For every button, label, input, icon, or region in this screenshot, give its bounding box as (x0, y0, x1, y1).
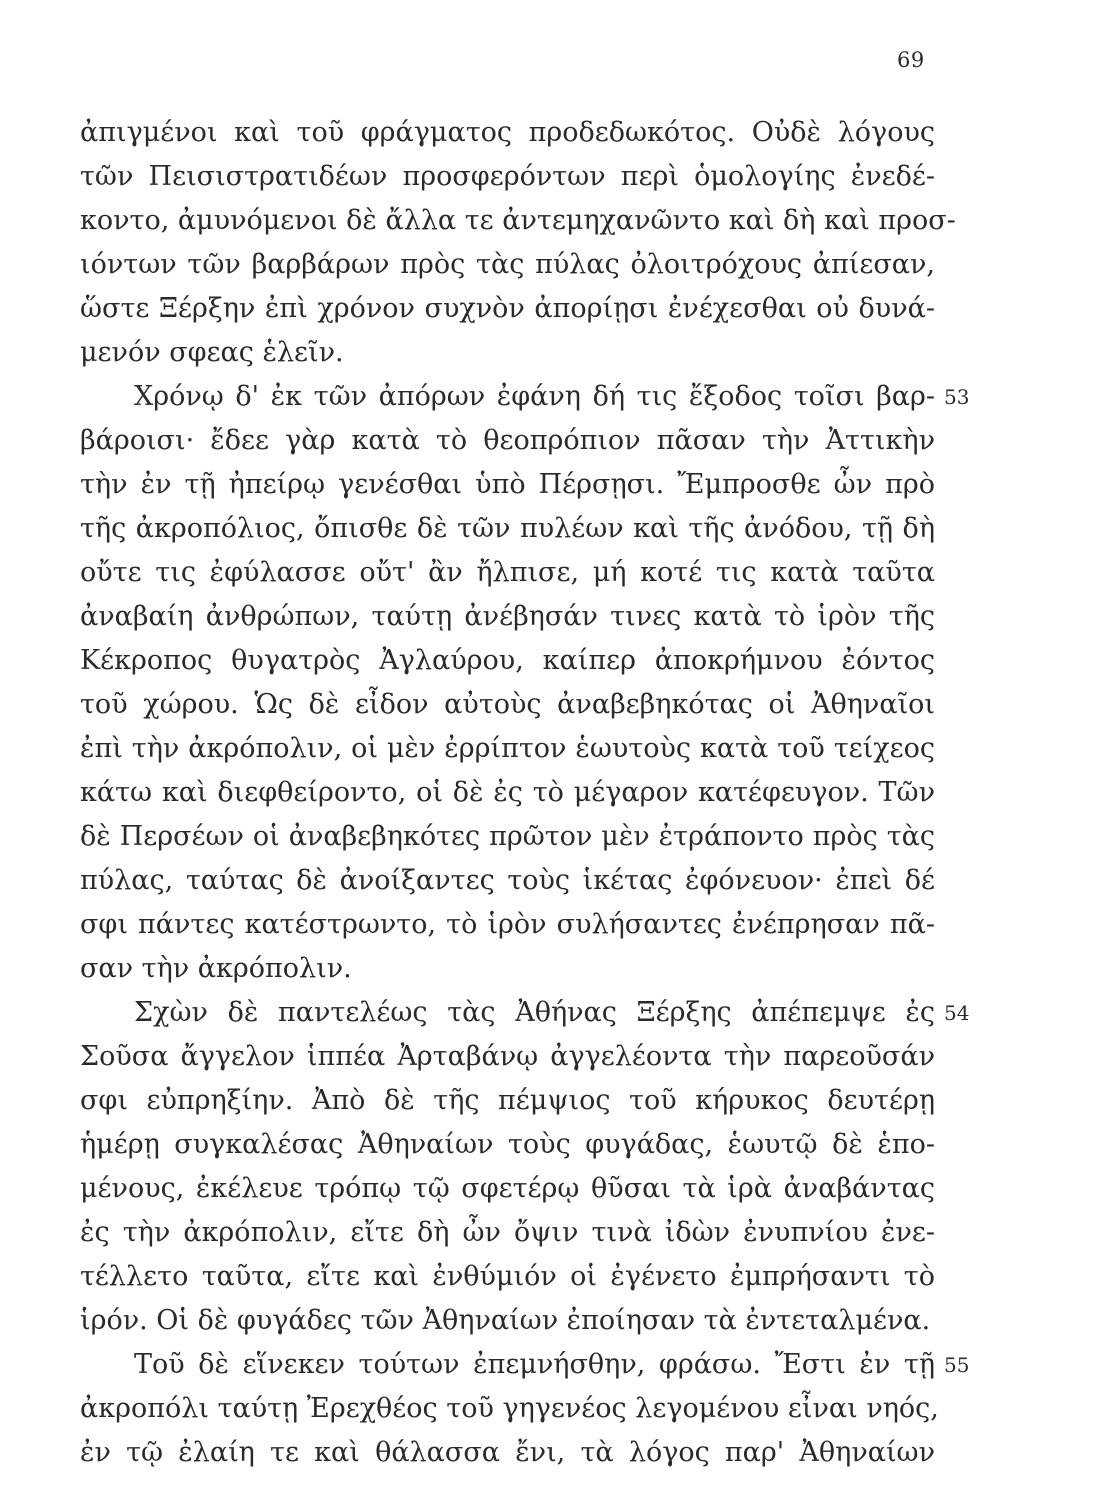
text-line: ὥστε Ξέρξην ἐπὶ χρόνον συχνὸν ἀπορίῃσι ἐνέχεσθαι οὐ δυνά- (80, 293, 935, 324)
section-number: 53 (944, 385, 970, 409)
text-line: πύλας, ταύτας δὲ ἀνοίξαντες τοὺς ἱκέτας ἐφόνευον· ἐπεὶ δέ (80, 865, 935, 896)
paragraph-start-line: Σχὼν δὲ παντελέως τὰς Ἀθήνας Ξέρξης ἀπέπεμψε ἐς (134, 997, 935, 1028)
text-line: κοντο, ἀμυνόμενοι δὲ ἄλλα τε ἀντεμηχανῶντο καὶ δὴ καὶ προσ- (80, 205, 956, 236)
text-line: μένους, ἐκέλευε τρόπῳ τῷ σφετέρῳ θῦσαι τὰ ἱρὰ ἀναβάντας (80, 1173, 935, 1204)
paragraph-start-line: Τοῦ δὲ εἵνεκεν τούτων ἐπεμνήσθην, φράσω. Ἔστι ἐν τῇ (134, 1349, 935, 1380)
text-line: σαν τὴν ἀκρόπολιν. (80, 953, 352, 984)
text-line: Κέκροπος θυγατρὸς Ἀγλαύρου, καίπερ ἀποκρήμνου ἐόντος (80, 645, 935, 676)
text-line: ἡμέρῃ συγκαλέσας Ἀθηναίων τοὺς φυγάδας, ἑωυτῷ δὲ ἑπο- (80, 1129, 935, 1160)
section-number: 54 (944, 1001, 970, 1025)
text-line: ἐν τῷ ἐλαίη τε καὶ θάλασσα ἔνι, τὰ λόγος παρ' Ἀθηναίων (80, 1437, 935, 1468)
text-line: τέλλετο ταῦτα, εἴτε καὶ ἐνθύμιόν οἱ ἐγένετο ἐμπρήσαντι τὸ (80, 1261, 935, 1292)
text-line: ἀπιγμένοι καὶ τοῦ φράγματος προδεδωκότος. Οὐδὲ λόγους (80, 117, 935, 148)
section-number: 55 (944, 1353, 970, 1377)
text-line: μενόν σφεας ἑλεῖν. (80, 337, 344, 368)
text-line: βάροισι· ἔδεε γὰρ κατὰ τὸ θεοπρόπιον πᾶσαν τὴν Ἀττικὴν (80, 425, 935, 456)
text-line: τοῦ χώρου. Ὡς δὲ εἶδον αὐτοὺς ἀναβεβηκότας οἱ Ἀθηναῖοι (80, 689, 935, 720)
text-line: σφι εὐπρηξίην. Ἀπὸ δὲ τῆς πέμψιος τοῦ κήρυκος δευτέρῃ (80, 1085, 935, 1116)
text-line: ἐς τὴν ἀκρόπολιν, εἴτε δὴ ὦν ὄψιν τινὰ ἰδὼν ἐνυπνίου ἐνε- (80, 1217, 935, 1248)
text-line: τῆς ἀκροπόλιος, ὄπισθε δὲ τῶν πυλέων καὶ τῆς ἀνόδου, τῇ δὴ (80, 513, 935, 544)
page-number: 69 (897, 48, 925, 72)
text-line: Σοῦσα ἄγγελον ἱππέα Ἀρταβάνῳ ἀγγελέοντα τὴν παρεοῦσάν (80, 1041, 935, 1072)
text-line: ἐπὶ τὴν ἀκρόπολιν, οἱ μὲν ἐρρίπτον ἑωυτοὺς κατὰ τοῦ τείχεος (80, 733, 935, 764)
text-line: ἀναβαίη ἀνθρώπων, ταύτῃ ἀνέβησάν τινες κατὰ τὸ ἱρὸν τῆς (80, 601, 935, 632)
text-line: ιόντων τῶν βαρβάρων πρὸς τὰς πύλας ὀλοιτρόχους ἀπίεσαν, (80, 249, 935, 280)
text-line: δὲ Περσέων οἱ ἀναβεβηκότες πρῶτον μὲν ἐτράποντο πρὸς τὰς (80, 821, 935, 852)
text-line: οὔτε τις ἐφύλασσε οὔτ' ἂν ἤλπισε, μή κοτέ τις κατὰ ταῦτα (80, 557, 935, 588)
text-line: κάτω καὶ διεφθείροντο, οἱ δὲ ἐς τὸ μέγαρον κατέφευγον. Τῶν (80, 777, 935, 808)
text-line: ἀκροπόλι ταύτῃ Ἐρεχθέος τοῦ γηγενέος λεγομένου εἶναι νηός, (80, 1393, 939, 1424)
text-line: τῶν Πεισιστρατιδέων προσφερόντων περὶ ὁμολογίης ἐνεδέ- (80, 161, 935, 192)
text-line: τὴν ἐν τῇ ἠπείρῳ γενέσθαι ὑπὸ Πέρσῃσι. Ἔμπροσθε ὦν πρὸ (80, 469, 935, 500)
paragraph-start-line: Χρόνῳ δ' ἐκ τῶν ἀπόρων ἐφάνη δή τις ἔξοδος τοῖσι βαρ- (134, 381, 935, 412)
text-line: ἱρόν. Οἱ δὲ φυγάδες τῶν Ἀθηναίων ἐποίησαν τὰ ἐντεταλμένα. (80, 1305, 931, 1336)
text-line: σφι πάντες κατέστρωντο, τὸ ἱρὸν συλήσαντες ἐνέπρησαν πᾶ- (80, 909, 935, 940)
